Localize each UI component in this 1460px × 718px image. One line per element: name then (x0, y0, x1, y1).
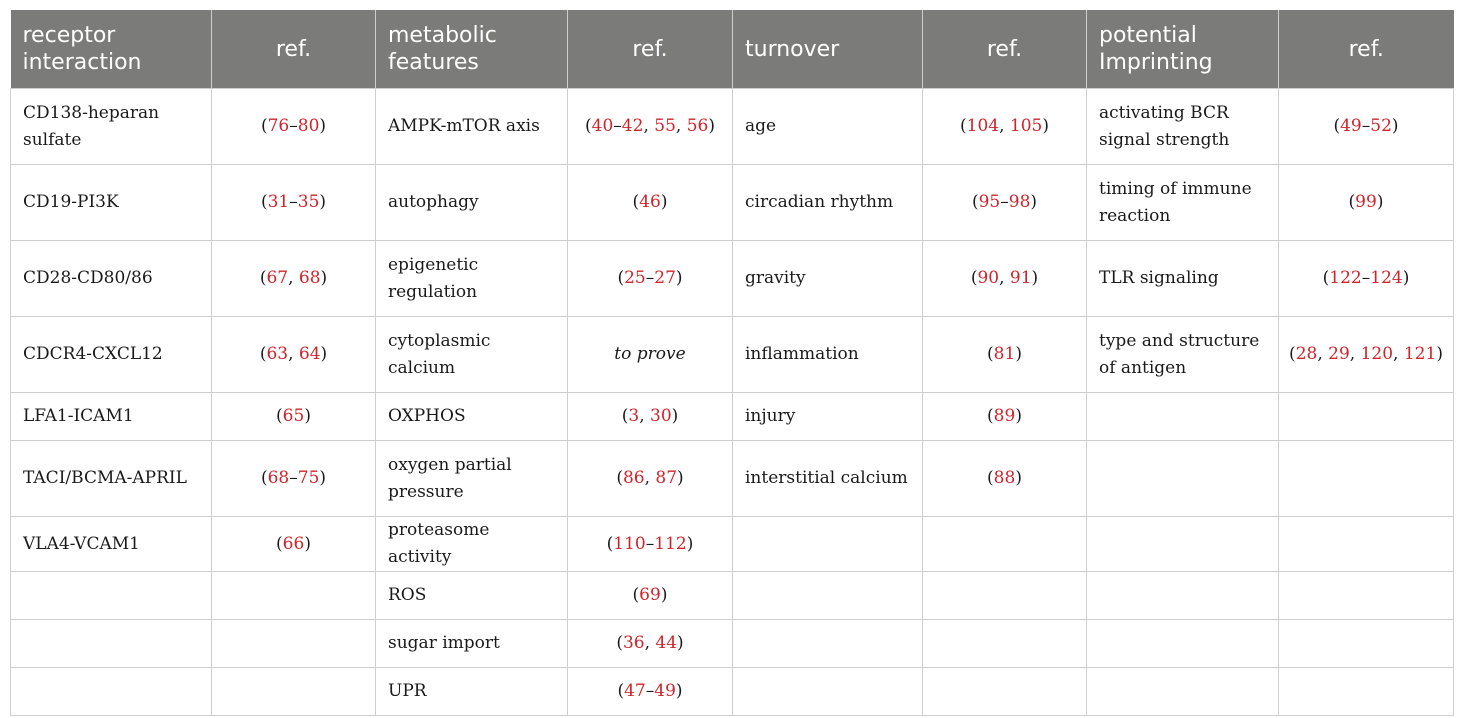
citation-link[interactable]: 27 (654, 268, 676, 288)
cell-potential-imprinting: activating BCR signal strength (1087, 89, 1279, 165)
reference-table (10, 10, 1454, 716)
citation-link[interactable]: 69 (639, 585, 661, 605)
cell-metabolic-feature: UPR (376, 668, 568, 716)
header-ref-turnover: ref. (923, 10, 1087, 89)
citation-link[interactable]: 122 (1329, 268, 1362, 288)
table-row (11, 317, 1454, 393)
citation-link[interactable]: 47 (624, 681, 646, 701)
table-row (11, 441, 1454, 517)
citation-link[interactable]: 121 (1403, 344, 1437, 364)
table-row (11, 668, 1454, 716)
citation-link[interactable]: 52 (1370, 116, 1392, 136)
cell-ref-turnover: (104, 105) (923, 89, 1087, 165)
header-receptor-interaction: receptor interaction (11, 10, 212, 89)
citation-link[interactable]: 67 (266, 268, 289, 288)
citation-link[interactable]: 88 (993, 468, 1016, 488)
header-row (11, 10, 1454, 89)
citation-link[interactable]: 120 (1360, 344, 1394, 364)
cell-turnover: circadian rhythm (733, 165, 923, 241)
citation-link[interactable]: 75 (297, 468, 320, 488)
cell-ref-imprinting (1279, 441, 1454, 517)
cell-turnover: age (733, 89, 923, 165)
cell-metabolic-feature: cytoplasmic calcium (376, 317, 568, 393)
cell-ref-receptor: (66) (212, 517, 376, 572)
citation-link[interactable]: 68 (267, 468, 290, 488)
cell-ref-receptor (212, 620, 376, 668)
cell-metabolic-feature: AMPK-mTOR axis (376, 89, 568, 165)
cell-ref-metabolic: (25–27) (568, 241, 733, 317)
cell-ref-receptor (212, 572, 376, 620)
cell-potential-imprinting (1087, 668, 1279, 716)
header-ref-metabolic: ref. (568, 10, 733, 89)
cell-receptor-interaction: CDCR4-CXCL12 (11, 317, 212, 393)
header-potential-imprinting: potential Imprinting (1087, 10, 1279, 89)
cell-ref-receptor: (76–80) (212, 89, 376, 165)
cell-ref-receptor: (31–35) (212, 165, 376, 241)
cell-ref-imprinting: (49–52) (1279, 89, 1454, 165)
cell-receptor-interaction: LFA1-ICAM1 (11, 393, 212, 441)
cell-metabolic-feature: OXPHOS (376, 393, 568, 441)
cell-potential-imprinting: type and structure of antigen (1087, 317, 1279, 393)
cell-ref-receptor: (65) (212, 393, 376, 441)
cell-turnover (733, 517, 923, 572)
cell-potential-imprinting: TLR signaling (1087, 241, 1279, 317)
cell-receptor-interaction: CD138-heparan sulfate (11, 89, 212, 165)
citation-link[interactable]: 66 (282, 533, 305, 554)
citation-link[interactable]: 29 (1328, 344, 1350, 364)
citation-link[interactable]: 80 (297, 116, 320, 136)
citation-link[interactable]: 81 (993, 344, 1016, 364)
cell-ref-metabolic: (110–112) (568, 517, 733, 572)
cell-ref-imprinting: (28, 29, 120, 121) (1279, 317, 1454, 393)
citation-link[interactable]: 110 (613, 533, 646, 554)
cell-ref-metabolic: (46) (568, 165, 733, 241)
cell-ref-imprinting: (122–124) (1279, 241, 1454, 317)
cell-metabolic-feature: proteasome activity (376, 517, 568, 572)
citation-link[interactable]: 30 (650, 406, 672, 426)
citation-link[interactable]: 35 (297, 192, 320, 212)
cell-turnover: injury (733, 393, 923, 441)
cell-receptor-interaction (11, 572, 212, 620)
cell-potential-imprinting (1087, 393, 1279, 441)
cell-ref-metabolic: (3, 30) (568, 393, 733, 441)
cell-metabolic-feature: oxygen partial pressure (376, 441, 568, 517)
citation-link[interactable]: 36 (622, 633, 645, 653)
citation-link[interactable]: 90 (977, 268, 1000, 288)
cell-receptor-interaction: VLA4-VCAM1 (11, 517, 212, 572)
table-row (11, 620, 1454, 668)
cell-ref-receptor: (67, 68) (212, 241, 376, 317)
cell-ref-turnover: (88) (923, 441, 1087, 517)
citation-link[interactable]: 112 (654, 533, 687, 554)
cell-ref-turnover (923, 620, 1087, 668)
citation-link[interactable]: 40 (591, 116, 614, 136)
cell-receptor-interaction: CD28-CD80/86 (11, 241, 212, 317)
cell-potential-imprinting (1087, 441, 1279, 517)
citation-link[interactable]: 76 (267, 116, 290, 136)
cell-ref-imprinting: (99) (1279, 165, 1454, 241)
cell-turnover: inflammation (733, 317, 923, 393)
cell-metabolic-feature: autophagy (376, 165, 568, 241)
citation-link[interactable]: 3 (628, 406, 640, 426)
cell-metabolic-feature: ROS (376, 572, 568, 620)
citation-link[interactable]: 91 (1009, 268, 1032, 288)
cell-receptor-interaction: TACI/BCMA-APRIL (11, 441, 212, 517)
citation-link[interactable]: 55 (654, 116, 676, 136)
citation-link[interactable]: 46 (639, 192, 661, 212)
citation-link[interactable]: 98 (1008, 192, 1031, 212)
header-turnover: turnover (733, 10, 923, 89)
cell-ref-metabolic: (40–42, 55, 56) (568, 89, 733, 165)
cell-ref-receptor: (63, 64) (212, 317, 376, 393)
cell-metabolic-feature: sugar import (376, 620, 568, 668)
cell-ref-imprinting (1279, 393, 1454, 441)
header-ref-receptor: ref. (212, 10, 376, 89)
table-row (11, 241, 1454, 317)
cell-potential-imprinting (1087, 572, 1279, 620)
cell-receptor-interaction (11, 620, 212, 668)
table-row (11, 517, 1454, 572)
cell-ref-turnover: (95–98) (923, 165, 1087, 241)
table-row (11, 393, 1454, 441)
citation-link[interactable]: 49 (1340, 116, 1362, 136)
citation-link[interactable]: 31 (267, 192, 290, 212)
cell-ref-turnover: (81) (923, 317, 1087, 393)
citation-link[interactable]: 28 (1295, 344, 1318, 364)
citation-link[interactable]: 56 (686, 116, 709, 136)
header-ref-imprinting: ref. (1279, 10, 1454, 89)
citation-link[interactable]: 25 (624, 268, 646, 288)
cell-ref-receptor (212, 668, 376, 716)
table-row (11, 572, 1454, 620)
cell-potential-imprinting: timing of immune reaction (1087, 165, 1279, 241)
citation-link[interactable]: 49 (654, 681, 676, 701)
cell-ref-imprinting (1279, 517, 1454, 572)
citation-link[interactable]: 104 (966, 116, 1000, 136)
cell-turnover: gravity (733, 241, 923, 317)
cell-turnover: interstitial calcium (733, 441, 923, 517)
cell-ref-imprinting (1279, 572, 1454, 620)
cell-receptor-interaction: CD19-PI3K (11, 165, 212, 241)
cell-turnover (733, 620, 923, 668)
table-header (11, 10, 1454, 89)
citation-link[interactable]: 65 (282, 406, 305, 426)
citation-link[interactable]: 95 (978, 192, 1001, 212)
citation-link[interactable]: 124 (1370, 268, 1403, 288)
citation-link[interactable]: 99 (1355, 192, 1377, 212)
cell-metabolic-feature: epigenetic regulation (376, 241, 568, 317)
cell-ref-metabolic: (47–49) (568, 668, 733, 716)
cell-ref-turnover (923, 572, 1087, 620)
cell-ref-turnover (923, 517, 1087, 572)
cell-ref-metabolic: (69) (568, 572, 733, 620)
citation-link[interactable]: 63 (266, 344, 289, 364)
cell-receptor-interaction (11, 668, 212, 716)
cell-ref-turnover: (89) (923, 393, 1087, 441)
cell-potential-imprinting (1087, 620, 1279, 668)
citation-link[interactable]: 42 (621, 116, 644, 136)
table-body (11, 89, 1454, 716)
cell-ref-imprinting (1279, 620, 1454, 668)
cell-turnover (733, 572, 923, 620)
cell-ref-imprinting (1279, 668, 1454, 716)
citation-link[interactable]: 86 (622, 468, 645, 488)
cell-ref-metabolic: (86, 87) (568, 441, 733, 517)
citation-link[interactable]: 64 (298, 344, 321, 364)
cell-ref-metabolic: to prove (568, 317, 733, 393)
citation-link[interactable]: 105 (1009, 116, 1043, 136)
citation-link[interactable]: 87 (655, 468, 678, 488)
citation-link[interactable]: 44 (655, 633, 678, 653)
cell-ref-turnover (923, 668, 1087, 716)
table-row (11, 89, 1454, 165)
cell-ref-metabolic: (36, 44) (568, 620, 733, 668)
header-metabolic-features: metabolic features (376, 10, 568, 89)
cell-potential-imprinting (1087, 517, 1279, 572)
cell-ref-turnover: (90, 91) (923, 241, 1087, 317)
citation-link[interactable]: 89 (993, 406, 1016, 426)
citation-link[interactable]: 68 (298, 268, 321, 288)
cell-ref-receptor: (68–75) (212, 441, 376, 517)
table-row (11, 165, 1454, 241)
cell-turnover (733, 668, 923, 716)
